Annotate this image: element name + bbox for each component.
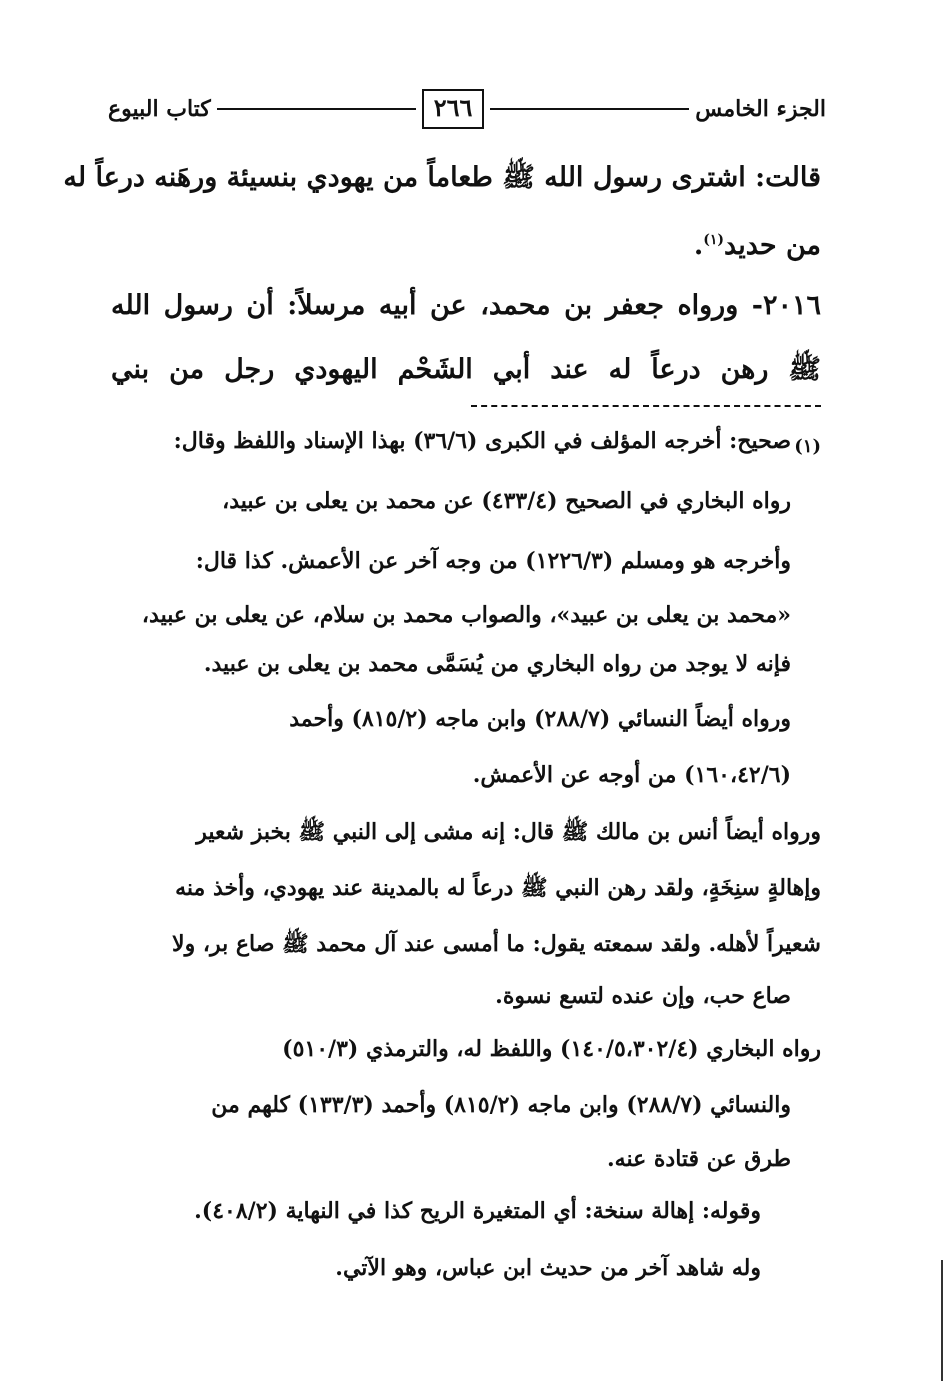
footnote-reference: (١) [703,232,725,248]
page-header [108,86,826,132]
footnote-line-16: وله شاهد آخر من حديث ابن عباس، وهو الآتي. [335,1255,761,1281]
main-text-line-4: ﷺ رهن درعاً له عند أبي الشَحْم اليهودي رجل من بني [111,354,821,385]
main-text-line-2: من حديد$^{(١)}$. [693,230,821,261]
header-rule-right [490,108,689,110]
footnote-line-6: ورواه أيضاً النسائي (٢٨٨/٧) وابن ماجه (٨١٥/٢) وأحمد [289,706,791,732]
footnote-line-15: وقوله: إهالة سنخة: أي المتغيرة الريح كذا في النهاية (٤٠٨/٢). [194,1198,761,1224]
main-text-line-2-text: من حديد [724,230,821,261]
footnote-line-8: ورواه أيضاً أنس بن مالك ﷺ قال: إنه مشى إلى النبي ﷺ بخبز شعير [196,819,821,845]
footnote-line-12: رواه البخاري (١٤٠/٥،٣٠٢/٤) واللفظ له، والترمذي (٥١٠/٣) [282,1036,821,1062]
header-rule-left [217,108,416,110]
footnote-line-7: (١٦٠،٤٢/٦) من أوجه عن الأعمش. [472,762,791,788]
footnote-line-4: «محمد بن يعلى بن عبيد»، والصواب محمد بن سلام، عن يعلى بن عبيد، [141,602,791,628]
footnote-line-14: طرق عن قتادة عنه. [607,1146,791,1172]
main-text-line-1: قالت: اشترى رسول الله ﷺ طعاماً من يهودي بنسيئة ورهَنه درعاً له [63,162,821,193]
footnote-line-5: فإنه لا يوجد من رواه البخاري من يُسَمَّى محمد بن يعلى بن عبيد. [203,651,791,677]
book-title: كتاب البيوع [107,96,211,122]
footnote-line-11: صاع حب، وإن عنده لتسع نسوة. [495,983,791,1009]
footnote-line-13: والنسائي (٢٨٨/٧) وابن ماجه (٨١٥/٢) وأحمد (١٣٣/٣) كلهم من [211,1092,791,1118]
footnote-line-3: وأخرجه هو ومسلم (١٢٢٦/٣) من وجه آخر عن الأعمش. كذا قال: [195,548,791,574]
footnote-marker: (١) [794,436,821,457]
footnote-line-2: رواه البخاري في الصحيح (٤٣٣/٤) عن محمد بن يعلى بن عبيد، [222,488,791,514]
page-number: ٢٦٦ [422,89,485,129]
footnote-separator [471,405,821,407]
footnote-line-10: شعيراً لأهله. ولقد سمعته يقول: ما أمسى عند آل محمد ﷺ صاع بر، ولا [172,931,821,957]
footnote-line-9: وإهالةٍ سنِخَةٍ، ولقد رهن النبي ﷺ درعاً له بالمدينة عند يهودي، وأخذ منه [175,875,821,901]
volume-label: الجزء الخامس [695,96,826,122]
main-text-line-3: ٢٠١٦- ورواه جعفر بن محمد، عن أبيه مرسلاً: أن رسول الله [111,290,821,321]
footnote-line-1: صحيح: أخرجه المؤلف في الكبرى (٣٦/٦) بهذا الإسناد واللفظ وقال: [173,428,791,454]
